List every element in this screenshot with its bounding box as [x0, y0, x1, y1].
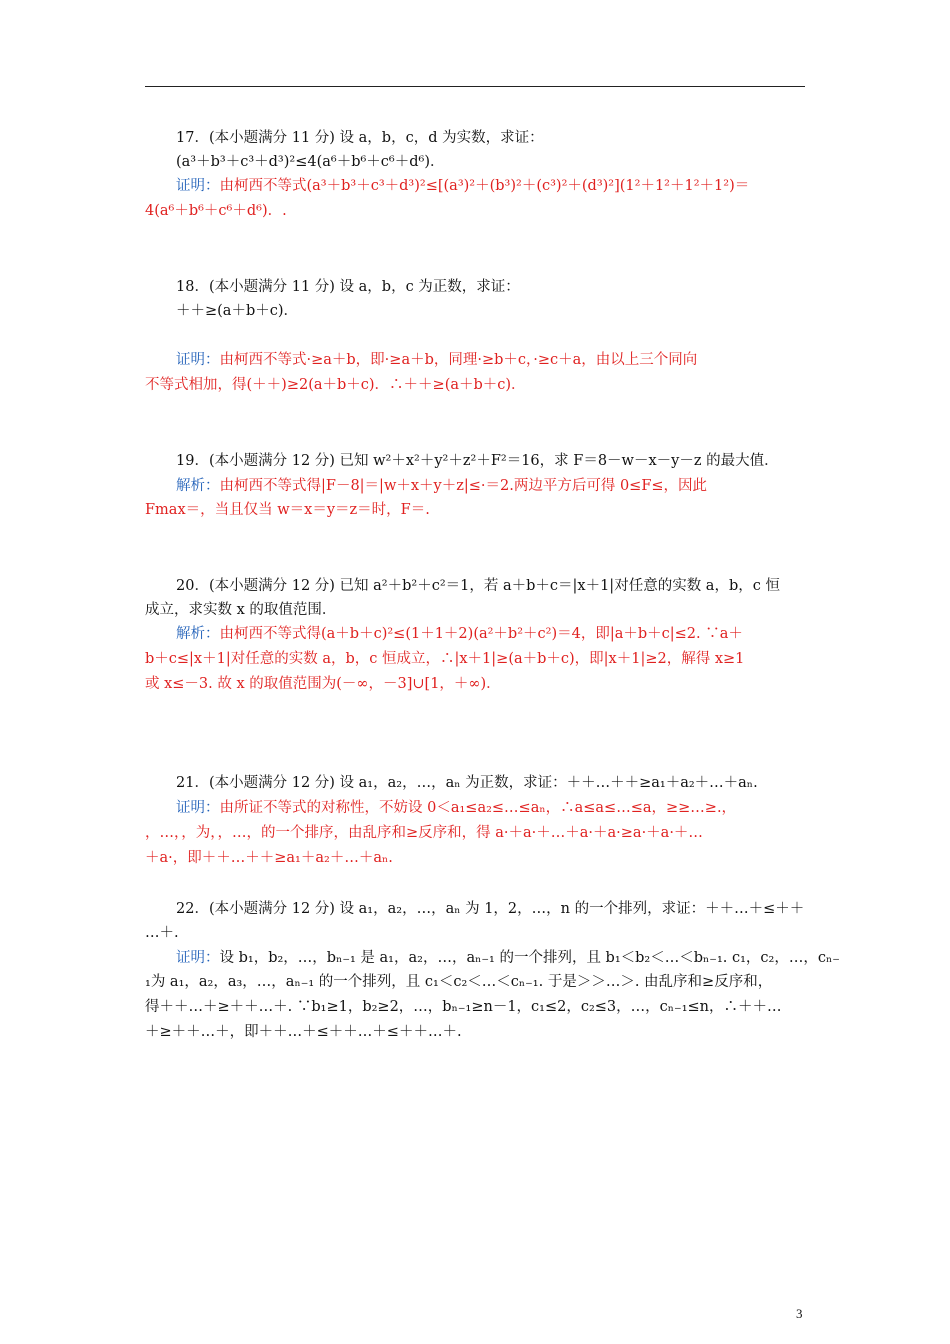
- problem-19-answer-line-1: [176, 476, 856, 496]
- problem-21-answer-line-3: ＋a·，即＋＋…＋＋≥a₁＋a₂＋…＋aₙ.: [145, 850, 393, 866]
- problem-21-answer-line-2: ，…，，为，，…，的一个排序，由乱序和≥反序和，得 a·＋a·＋…＋a·＋a·≥a·＋a·＋…: [145, 825, 703, 841]
- answer-text: 设 b₁，b₂，…，bₙ₋₁ 是 a₁，a₂，…，aₙ₋₁ 的一个排列，且 b₁＜b₂＜…＜bₙ₋₁. c₁，c₂，…，cₙ₋: [219, 950, 840, 966]
- answer-label: 证明：: [176, 178, 220, 194]
- problem-17-question-line-1: 17．(本小题满分 11 分) 设 a，b，c，d 为实数，求证：: [176, 130, 544, 146]
- answer-label: 证明：: [176, 800, 220, 816]
- answer-text: 由柯西不等式得|F－8|＝|w＋x＋y＋z|≤·＝2.两边平方后可得 0≤F≤，因此: [219, 478, 708, 494]
- problem-18-answer-line-1: [176, 350, 856, 370]
- answer-label: 证明：: [176, 352, 220, 368]
- answer-label: 证明：: [176, 950, 220, 966]
- answer-text: 由柯西不等式·≥a＋b，即·≥a＋b，同理·≥b＋c，·≥c＋a，由以上三个同向: [219, 352, 698, 368]
- answer-text: 由所证不等式的对称性，不妨设 0＜a₁≤a₂≤…≤aₙ，∴a≤a≤…≤a，≥≥…≥.，: [219, 800, 737, 816]
- answer-text: 由柯西不等式(a³＋b³＋c³＋d³)²≤[(a³)²＋(b³)²＋(c³)²＋(d³)²](1²＋1²＋1²＋1²)＝: [219, 178, 750, 194]
- problem-20-answer-line-2: b＋c≤|x＋1|对任意的实数 a，b，c 恒成立，∴|x＋1|≥(a＋b＋c)，即|x＋1|≥2，解得 x≥1: [145, 651, 745, 667]
- page-number: 3: [796, 1306, 803, 1321]
- answer-text: 由柯西不等式得(a＋b＋c)²≤(1＋1＋2)(a²＋b²＋c²)＝4，即|a＋b＋c|≤2. ∵a＋: [219, 626, 743, 642]
- answer-label: 解析：: [176, 478, 220, 494]
- problem-22-answer-line-4: ＋≥＋＋…＋，即＋＋…＋≤＋＋…＋≤＋＋…＋.: [145, 1024, 462, 1040]
- problem-18-question-line-2: ＋＋≥(a＋b＋c)．: [176, 303, 299, 319]
- problem-22-question-line-1: 22．(本小题满分 12 分) 设 a₁，a₂，…，aₙ 为 1，2，…，n 的一个排列，求证：＋＋…＋≤＋＋: [176, 901, 805, 917]
- problem-20-answer-line-1: [176, 624, 856, 644]
- problem-17-answer-line-2: 4(a⁶＋b⁶＋c⁶＋d⁶)．.: [145, 203, 287, 219]
- problem-17-question-line-2: (a³＋b³＋c³＋d³)²≤4(a⁶＋b⁶＋c⁶＋d⁶)．: [176, 154, 445, 170]
- header-rule: [145, 86, 805, 87]
- problem-22-answer-line-2: ₁为 a₁，a₂，a₃，…，aₙ₋₁ 的一个排列，且 c₁＜c₂＜…＜cₙ₋₁. 于是＞＞…＞. 由乱序和≥反序和，: [145, 974, 773, 990]
- problem-17-answer-line-1: [176, 176, 856, 196]
- problem-21-question-line-1: 21．(本小题满分 12 分) 设 a₁，a₂，…，aₙ 为正数，求证：＋＋…＋＋≥a₁＋a₂＋…＋aₙ.: [176, 775, 758, 791]
- problem-22-question-line-2: …＋.: [145, 925, 179, 941]
- problem-22-answer-line-3: 得＋＋…＋≥＋＋…＋. ∵b₁≥1，b₂≥2，…，bₙ₋₁≥n－1，c₁≤2，c₂≤3，…，cₙ₋₁≤n，∴＋＋…: [145, 999, 782, 1015]
- problem-20-answer-line-3: 或 x≤－3. 故 x 的取值范围为(－∞，－3]∪[1，＋∞)．: [145, 676, 501, 692]
- problem-19-question-line-1: 19．(本小题满分 12 分) 已知 w²＋x²＋y²＋z²＋F²＝16，求 F＝8－w－x－y－z 的最大值．: [176, 453, 779, 469]
- answer-label: 解析：: [176, 626, 220, 642]
- problem-19-answer-line-2: Fmax＝，当且仅当 w＝x＝y＝z＝时，F＝.: [145, 502, 430, 518]
- problem-21-answer-line-1: [176, 798, 856, 818]
- problem-20-question-line-1: 20．(本小题满分 12 分) 已知 a²＋b²＋c²＝1，若 a＋b＋c＝|x＋1|对任意的实数 a，b，c 恒: [176, 578, 780, 594]
- problem-18-answer-line-2: 不等式相加，得(＋＋)≥2(a＋b＋c)．∴＋＋≥(a＋b＋c)．: [145, 377, 526, 393]
- problem-22-answer-line-1: [176, 948, 856, 968]
- problem-20-question-line-2: 成立，求实数 x 的取值范围．: [145, 602, 337, 618]
- problem-18-question-line-1: 18．(本小题满分 11 分) 设 a，b，c 为正数，求证：: [176, 279, 520, 295]
